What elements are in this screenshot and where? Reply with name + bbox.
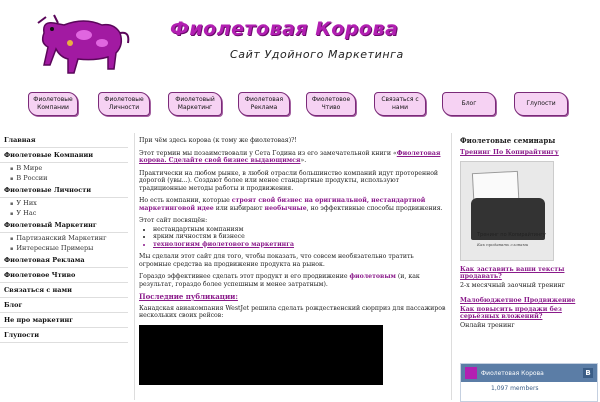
sidebar-left — [0, 133, 128, 400]
companies-paragraph — [139, 197, 447, 212]
highlight: фиолетовым — [349, 273, 396, 280]
text: или выбирают — [213, 204, 265, 212]
sidebar-subitem[interactable]: ▪ У Нас — [0, 208, 128, 218]
list-item: • ярким личностям в бизнесе — [153, 233, 447, 241]
vk-members-count: 1,097 members — [491, 385, 539, 392]
list-item: • нестандартным компаниям — [153, 226, 447, 234]
vk-avatar — [465, 367, 477, 379]
cow-icon[interactable] — [24, 3, 134, 85]
sell-texts-desc: 2-х месячный заочный тренинг — [460, 282, 566, 289]
low-budget-link[interactable]: Малобюджетное Продвижение — [460, 297, 576, 304]
typewriter-image[interactable] — [460, 161, 554, 261]
sidebar-subitem[interactable]: ▪ У Них — [0, 198, 128, 208]
sidebar-item-marketing[interactable]: Фиолетовый Маркетинг — [0, 218, 128, 233]
list-item-link[interactable]: • технологиям фиолетового маркетинга — [153, 241, 447, 249]
text: (и, как результат, гораздо более успешным и менее затратным). — [139, 273, 420, 288]
tab-advertising[interactable]: Фиолетовая Реклама — [238, 92, 290, 116]
tab-personalities[interactable]: Фиолетовые Личности — [98, 92, 150, 116]
book-title: Тренинг по Копирайтингу — [477, 232, 546, 238]
vk-header — [461, 364, 597, 382]
tab-blog[interactable]: Блог — [442, 92, 496, 116]
sidebar-item-companies[interactable]: Фиолетовые Компании — [0, 148, 128, 163]
text: Но есть компании, которые — [139, 197, 232, 204]
copywriting-training-link[interactable]: Тренинг По Копирайтингу — [460, 149, 559, 156]
dedication-paragraph: Этот сайт посвящён: — [139, 217, 208, 224]
text: , но эффективные способы продвижения. — [306, 204, 443, 212]
latest-posts-heading[interactable]: Последние публикации: — [139, 292, 238, 301]
sidebar-item-home[interactable]: Главная — [0, 133, 128, 148]
video-player[interactable] — [139, 325, 383, 385]
tab-contact[interactable]: Связаться с нами — [374, 92, 426, 116]
increase-sales-link[interactable]: Как повысить продажи без серьёзных вложений? — [460, 306, 562, 320]
sidebar-item-personalities[interactable]: Фиолетовые Личности — [0, 183, 128, 198]
efficiency-paragraph — [139, 273, 447, 288]
text: ». — [300, 157, 307, 164]
sidebar-subitem[interactable]: ▪ Интересные Примеры — [0, 243, 128, 253]
vk-widget[interactable] — [460, 363, 598, 402]
main-content — [134, 133, 452, 400]
online-training-desc: Онлайн тренинг — [460, 322, 515, 329]
intro-question: При чём здесь корова (к тому же фиолетовая)?! — [139, 137, 297, 144]
vk-logo-icon: B — [583, 368, 593, 378]
book-subtitle: Как продавать словами — [477, 242, 529, 247]
site-subtitle: Сайт Удойного Маркетинга — [230, 48, 404, 61]
sidebar-item-contact[interactable]: Связаться с нами — [0, 283, 128, 298]
tab-companies[interactable]: Фиолетовые Компании — [28, 92, 78, 116]
seminars-heading: Фиолетовые семинары — [460, 136, 556, 145]
tab-reading[interactable]: Фиолетовое Чтиво — [306, 92, 356, 116]
main-nav — [0, 92, 600, 120]
site-title[interactable]: Фиолетовая Корова — [170, 18, 399, 40]
highlight: строят свой бизнес на оригинальной, нестандартной маркетинговой идее — [139, 197, 426, 212]
latest-post-text: Канадская авиакомпания WestJet решила сделать рождественский сюрприз для пассажиров нескольких своих рейсов: — [139, 304, 446, 319]
sidebar-subitem[interactable]: ▪ Партизанский Маркетинг — [0, 233, 128, 243]
sidebar-item-blog[interactable]: Блог — [0, 298, 128, 313]
text: Этот термин мы позаимствовали у Сета Година из его замечательной книги « — [139, 149, 397, 157]
sell-texts-link[interactable]: Как заставить ваши тексты продавать? — [460, 266, 565, 280]
market-paragraph: Практически на любом рынке, в любой отрасли большинство компаний идут проторенной дорогой (увы...). Создают более или менее стандартные продукты, используют традиционные методы работы и продвижения. — [139, 169, 439, 192]
purpose-paragraph: Мы сделали этот сайт для того, чтобы показать, что совсем необязательно тратить огромные средства на продвижение продукта на рынок. — [139, 253, 414, 268]
tab-marketing[interactable]: Фиолетовый Маркетинг — [168, 92, 222, 116]
tab-nonsense[interactable]: Глупости — [514, 92, 568, 116]
highlight: необычные — [264, 204, 307, 212]
site-header — [0, 0, 600, 90]
sidebar-subitem[interactable]: ▪ В России — [0, 173, 128, 183]
topic-list — [139, 226, 447, 249]
book-link[interactable]: Фиолетовая корова. Сделайте свой бизнес выдающимся — [139, 149, 441, 164]
text: Гораздо эффективнее сделать этот продукт и его продвижение — [139, 273, 350, 280]
sidebar-subitem[interactable]: ▪ В Мире — [0, 163, 128, 173]
intro-paragraph — [139, 150, 447, 165]
sidebar-item-reading[interactable]: Фиолетовое Чтиво — [0, 268, 128, 283]
sidebar-item-advertising[interactable]: Фиолетовая Реклама — [0, 253, 128, 268]
sidebar-item-not-marketing[interactable]: Не про маркетинг — [0, 313, 128, 328]
sidebar-right — [456, 133, 600, 400]
sidebar-item-nonsense[interactable]: Глупости — [0, 328, 128, 343]
vk-group-name[interactable]: Фиолетовая Корова — [481, 369, 544, 377]
